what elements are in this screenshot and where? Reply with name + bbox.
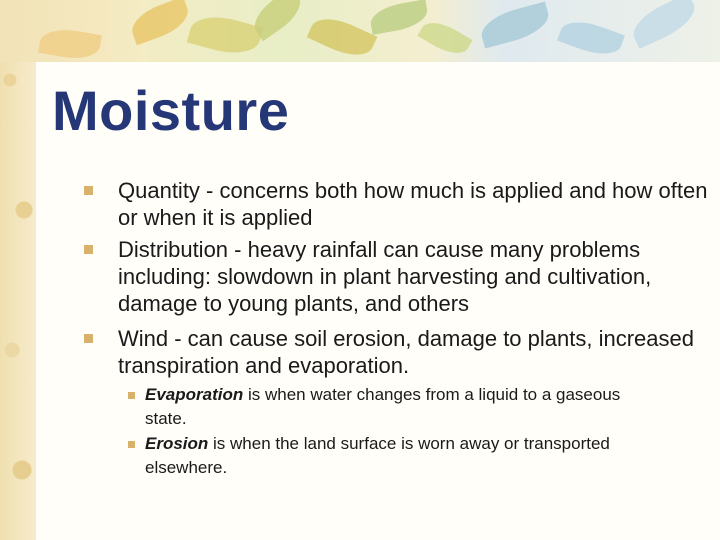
sub-bullet-square-icon: [128, 392, 135, 399]
sub-bullet-term: Evaporation: [145, 385, 244, 404]
sub-bullet-text: [145, 432, 665, 480]
bullet-text: Quantity - concerns both how much is applied and how often or when it is applied: [118, 178, 708, 230]
bullet-text: Wind - can cause soil erosion, damage to plants, increased transpiration and evaporation.: [118, 326, 694, 378]
sub-bullet-text: [145, 383, 665, 431]
sub-bullet-definition: is when the land surface is worn away or transported elsewhere.: [145, 434, 610, 477]
bullet-square-icon: [84, 186, 93, 195]
bullet-text: Distribution - heavy rainfall can cause many problems including: slowdown in plant harvesting and cultivation, damage to young plants, and others: [118, 237, 652, 316]
bullet-square-icon: [84, 334, 93, 343]
sub-bullet-definition: is when water changes from a liquid to a gaseous state.: [145, 385, 621, 428]
sub-bullet-square-icon: [128, 441, 135, 448]
slide-title: Moisture: [52, 79, 290, 142]
bullet-square-icon: [84, 245, 93, 254]
sub-bullet-term: Erosion: [145, 434, 209, 453]
